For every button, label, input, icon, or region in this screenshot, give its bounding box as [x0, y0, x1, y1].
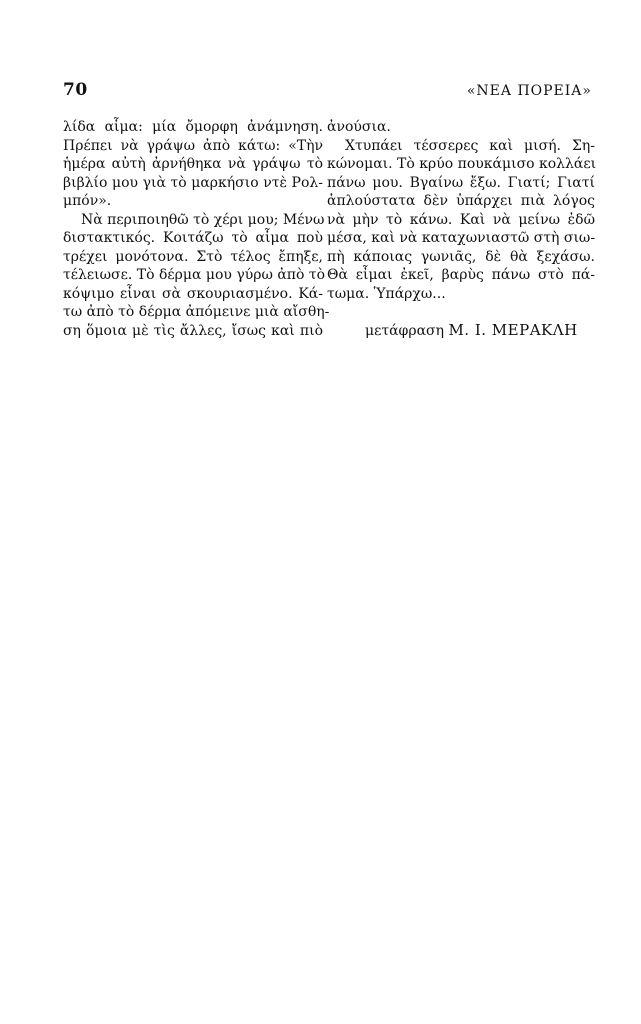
text-line: ἀνούσια. [327, 119, 391, 135]
text-line: τρέχει μονότονα. Στὸ τέλος ἔπηξε, [63, 248, 323, 265]
text-line: βιβλίο μου γιὰ τὸ μαρκήσιο ντὲ Ρολ- [63, 174, 323, 191]
text-line: τέλειωσε. Τὸ δέρμα μου γύρω ἀπὸ τὸ [63, 267, 326, 283]
translation-credit [327, 321, 595, 341]
text-line: μπόν». [63, 193, 112, 209]
text-line: νὰ μὴν τὸ κάνω. Καὶ νὰ μείνω ἐδῶ [327, 211, 595, 228]
text-line: πὴ κάποιας γωνιᾶς, δὲ θὰ ξεχάσω. [327, 248, 595, 265]
text-line: πάνω μου. Βγαίνω ἔξω. Γιατί; Γιατί [327, 174, 595, 191]
text-line: ση ὅμοια μὲ τὶς ἄλλες, ἴσως καὶ πιὸ [63, 322, 323, 339]
text-line: Χτυπάει τέσσερες καὶ μισή. Ση- [345, 137, 595, 154]
text-line: διστακτικός. Κοιτάζω τὸ αἷμα ποὺ [63, 230, 323, 246]
text-line: λίδα αἷμα: μία ὄμορφη ἀνάμνηση. [63, 119, 323, 135]
text-line: Θὰ εἶμαι ἐκεῖ, βαρὺς πάνω στὸ πά- [327, 267, 595, 283]
right-column [327, 118, 595, 341]
page-number: 70 [63, 80, 88, 100]
text-line: μέσα, καὶ νὰ καταχωνιαστῶ στὴ σιω- [327, 230, 596, 246]
text-line: ἁπλούστατα δὲν ὑπάρχει πιὰ λόγος [327, 193, 595, 209]
text-line: κόψιμο εἶναι σὰ σκουριασμένο. Κά- [63, 285, 323, 302]
translation-prefix: μετάφραση [365, 323, 444, 339]
translator-name: Μ. Ι. ΜΕΡΑΚΛΗ [448, 321, 578, 339]
text-line: τω ἀπὸ τὸ δέρμα ἀπόμεινε μιὰ αἴσθη- [63, 304, 330, 320]
running-title: «ΝΕΑ ΠΟΡΕΙΑ» [466, 83, 592, 99]
text-line: Νὰ περιποιηθῶ τὸ χέρι μου; Μένω [81, 211, 325, 228]
text-line: κώνομαι. Τὸ κρύο πουκάμισο κολλάει [327, 156, 597, 172]
text-line: Πρέπει νὰ γράψω ἀπὸ κάτω: «Τὴν [63, 137, 323, 154]
text-line: τωμα. Ὑπάρχω... [327, 285, 446, 302]
text-line: ἡμέρα αὐτὴ ἀρνήθηκα νὰ γράψω τὸ [63, 156, 323, 172]
left-column [63, 118, 330, 340]
